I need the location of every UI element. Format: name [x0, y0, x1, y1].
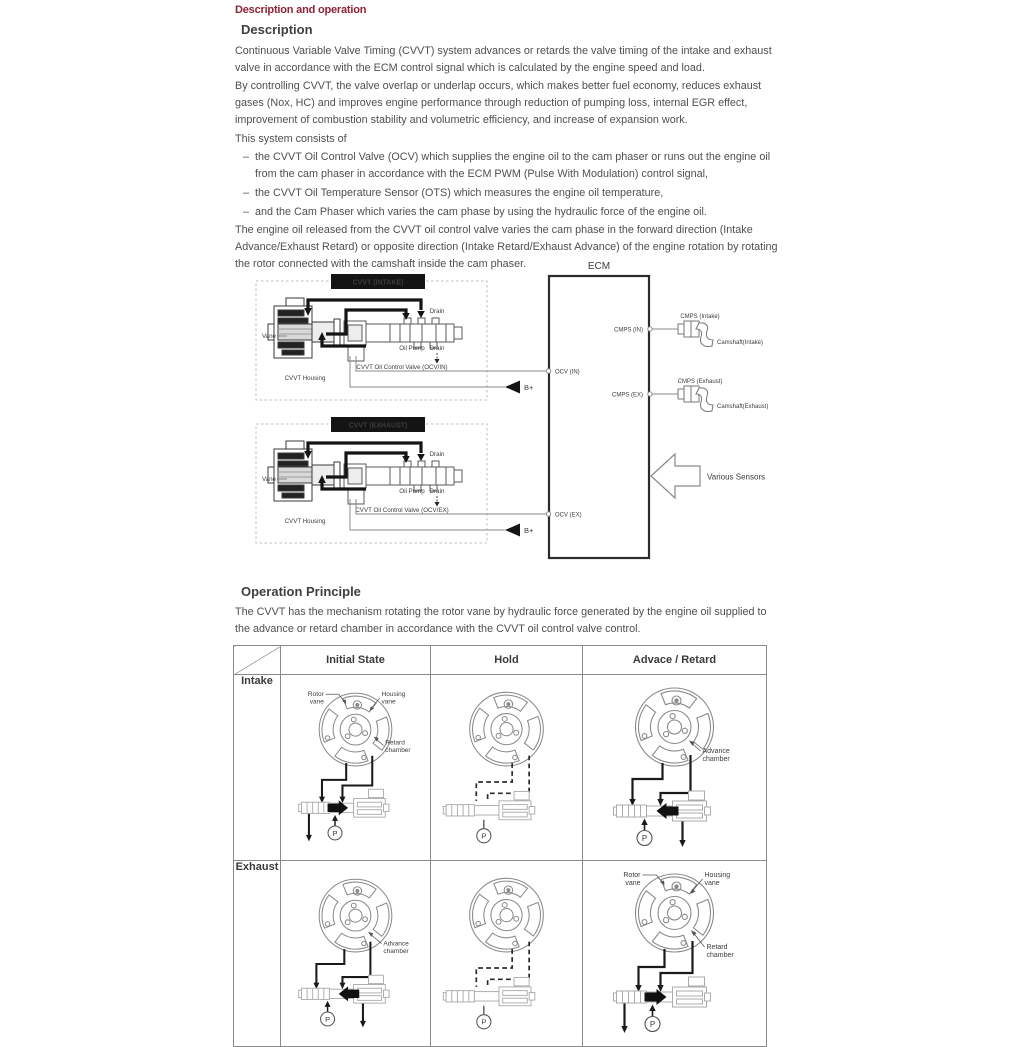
ecm-pin-cmps-ex: CMPS (EX) — [611, 392, 643, 399]
ecm-pin-ocv-ex: OCV (EX) — [555, 512, 582, 519]
phaser-diagram-exhaust-initial — [281, 861, 430, 1041]
exhaust-bplus-arrow — [505, 524, 520, 537]
bullet-item — [243, 149, 780, 182]
description-closing: The engine oil released from the CVVT oil control valve varies the cam phase in the forward direction (Intake Advance/Exhaust Retard) or opposite direction (Intake Retard/Exhaust Advance) of the engine rotation by rotating the rotor connected with the camshaft inside the cam phaser. — [235, 224, 778, 270]
bullet-dash: – — [243, 186, 250, 199]
operation-paragraph: The CVVT has the mechanism rotating the rotor vane by hydraulic force generated by the engine oil supplied to the advance or retard chamber in accordance with the CVVT oil control valve control. — [235, 606, 767, 635]
exhaust-ocv-pin — [546, 512, 550, 516]
intake-drain-bottom-label: Drain — [429, 345, 445, 352]
camshaft-intake-label: Camshaft(Intake) — [717, 340, 764, 346]
cvvt-intake-circuit — [256, 274, 551, 400]
phaser-diagram-intake-hold — [431, 675, 582, 855]
advance-chamber-label: chamber — [702, 756, 730, 763]
bullet-dash: – — [243, 151, 250, 164]
exhaust-bplus-label: B+ — [524, 526, 534, 535]
table-corner-cell — [234, 646, 281, 675]
cmps-sensor-icon — [678, 386, 713, 411]
exhaust-oil-pump-label: Oil Pump — [399, 488, 425, 495]
operation-title: Operation Principle — [241, 584, 361, 599]
bullet-item — [243, 204, 780, 221]
description-title: Description — [241, 22, 313, 37]
retard-chamber-label: chamber — [706, 952, 734, 959]
cmps-exhaust-pin — [648, 392, 652, 396]
various-sensors-arrow — [651, 454, 700, 498]
intake-housing-icon — [268, 298, 340, 358]
housing-vane-label: Housing — [704, 872, 731, 879]
description-paragraph: By controlling CVVT, the valve overlap or underlap occurs, which makes better fuel economy, reduces exhaust gases (Nox, HC) and improves engine performance through reduction of pumping loss, internal EGR effect, improvement of combustion stability and volumetric efficiency, and increase of expansion work. — [235, 80, 762, 126]
cell-exhaust-advance-retard — [583, 861, 767, 1047]
exhaust-drain-arrowhead — [435, 502, 440, 507]
ecm-pin-cmps-in: CMPS (IN) — [614, 327, 643, 334]
intake-ocv-label: CVVT Oil Control Valve (OCV/IN) — [356, 364, 448, 371]
intake-drain-top-label: Drain — [429, 308, 445, 315]
advance-chamber-label: chamber — [383, 947, 409, 955]
intake-ocv-pin — [546, 369, 550, 373]
cell-intake-advance-retard — [583, 675, 767, 861]
housing-vane-label: vane — [381, 698, 396, 706]
bullet-text: the CVVT Oil Control Valve (OCV) which supplies the engine oil to the cam phaser or runs out the engine oil from the cam phaser in accordance with the ECM PWM (Pulse With Modulation) control signal, — [255, 151, 771, 181]
row-header-intake: Intake — [234, 675, 281, 861]
table-row-intake — [234, 675, 767, 861]
bullet-text: and the Cam Phaser which varies the cam phase by using the hydraulic force of the engine oil. — [255, 205, 707, 218]
housing-vane-label: vane — [704, 880, 720, 887]
cell-intake-initial — [281, 675, 431, 861]
cmps-exhaust-sensor — [648, 379, 769, 411]
bullet-item — [243, 185, 780, 202]
table-row-exhaust — [234, 861, 767, 1047]
intake-oil-pump-label: Oil Pump — [399, 345, 425, 352]
retard-chamber-label: chamber — [385, 746, 411, 754]
cell-exhaust-hold — [431, 861, 583, 1047]
cvvt-system-diagram — [230, 256, 790, 570]
breadcrumb: Description and operation — [235, 4, 367, 16]
camshaft-exhaust-label: Camshaft(Exhaust) — [717, 404, 769, 410]
cmps-sensor-icon — [678, 321, 713, 346]
exhaust-housing-label: CVVT Housing — [284, 518, 326, 525]
intake-ocv-icon — [344, 318, 462, 361]
intake-vane-label: Vane — [262, 333, 276, 340]
exhaust-ocv-icon — [344, 461, 462, 504]
cvvt-system-diagram-svg — [230, 256, 790, 570]
bullet-text: the CVVT Oil Temperature Sensor (OTS) which measures the engine oil temperature, — [255, 186, 664, 199]
cmps-intake-label: CMPS (Intake) — [680, 314, 720, 320]
cell-exhaust-initial — [281, 861, 431, 1047]
cmps-intake-pin — [648, 327, 652, 331]
rotor-vane-label: Rotor — [307, 691, 324, 699]
retard-chamber-label: Retard — [706, 944, 728, 951]
page-content — [235, 0, 780, 275]
intake-bplus-label: B+ — [524, 383, 534, 392]
rotor-vane-label: vane — [625, 880, 641, 887]
bullet-dash: – — [243, 205, 250, 218]
ecm-label: ECM — [587, 261, 611, 272]
ecm-pin-ocv-in: OCV (IN) — [555, 369, 580, 376]
advance-chamber-label: Advance — [702, 748, 730, 755]
cmps-intake-sensor — [648, 314, 763, 346]
intake-bplus-arrow — [505, 381, 520, 394]
col-header-advance-retard: Advace / Retard — [583, 646, 767, 675]
col-header-initial-state: Initial State — [281, 646, 431, 675]
intake-arrow-into-port1 — [417, 311, 425, 318]
rotor-vane-label: vane — [309, 698, 324, 706]
various-sensors-label: Various Sensors — [707, 472, 766, 482]
exhaust-arrow-into-port1 — [417, 454, 425, 461]
col-header-hold: Hold — [431, 646, 583, 675]
rotor-vane-label: Rotor — [623, 872, 641, 879]
advance-chamber-label: Advance — [383, 940, 409, 948]
housing-vane-label: Housing — [381, 691, 406, 699]
exhaust-drain-bottom-label: Drain — [429, 488, 445, 495]
phaser-diagram-exhaust-hold — [431, 861, 582, 1041]
phaser-diagram-exhaust-advret — [583, 861, 766, 1041]
table-header-row — [234, 646, 767, 675]
cvvt-exhaust-circuit — [256, 417, 551, 543]
operation-table — [233, 645, 767, 1047]
cell-intake-hold — [431, 675, 583, 861]
row-header-exhaust: Exhaust — [234, 861, 281, 1047]
cmps-exhaust-label: CMPS (Exhaust) — [677, 379, 723, 385]
exhaust-housing-icon — [268, 441, 340, 501]
exhaust-ocv-label: CVVT Oil Control Valve (OCV/EX) — [355, 507, 449, 514]
description-paragraph: Continuous Variable Valve Timing (CVVT) system advances or retards the valve timing of the intake and exhaust valve in accordance with the ECM control signal which is calculated by the engine speed and load. — [235, 45, 772, 74]
phaser-diagram-intake-advret — [583, 675, 766, 855]
intake-header-label: CVVT (INTAKE) — [352, 279, 404, 287]
list-intro: This system consists of — [235, 132, 347, 145]
retard-chamber-label: Retard — [385, 739, 405, 747]
exhaust-header-label: CVVT (EXHAUST) — [348, 422, 408, 430]
intake-drain-arrowhead — [435, 359, 440, 364]
phaser-diagram-intake-initial — [281, 675, 430, 855]
exhaust-vane-label: Vane — [262, 476, 276, 483]
intake-housing-label: CVVT Housing — [284, 375, 326, 382]
exhaust-drain-top-label: Drain — [429, 451, 445, 458]
